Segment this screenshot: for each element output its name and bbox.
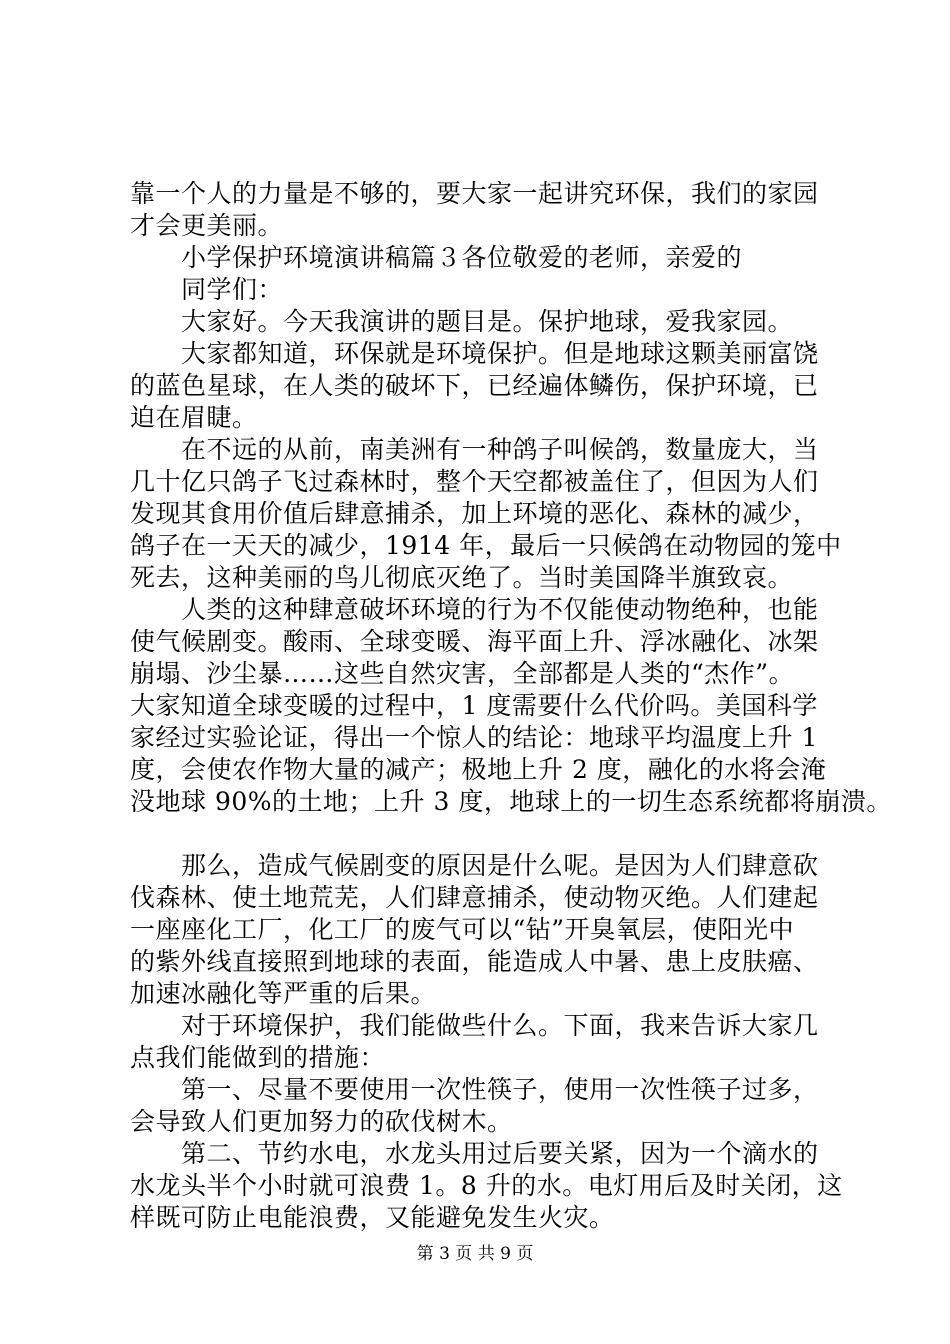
text-line: 鸽子在一天天的减少，1914 年，最后一只候鸽在动物园的笼中 — [130, 531, 842, 560]
text-line: 家经过实验论证，得出一个惊人的结论：地球平均温度上升 1 — [130, 723, 818, 752]
text-line: 人类的这种肆意破坏环境的行为不仅能使动物绝种，也能 — [181, 595, 819, 624]
text-line: 小学保护环境演讲稿篇３各位敬爱的老师，亲爱的 — [181, 243, 743, 272]
text-line: 对于环境保护，我们能做些什么。下面，我来告诉大家几 — [181, 1011, 819, 1040]
text-line: 点我们能做到的措施： — [130, 1043, 386, 1072]
text-line: 大家好。今天我演讲的题目是。保护地球，爱我家园。 — [181, 307, 794, 336]
text-line: 大家知道全球变暖的过程中，1 度需要什么代价吗。美国科学 — [130, 691, 818, 720]
text-line: 的蓝色星球，在人类的破坏下，已经遍体鳞伤，保护环境，已 — [130, 371, 819, 400]
page-number-footer: 第 3 页 共 9 页 — [416, 1244, 534, 1264]
text-line: 伐森林、使土地荒芜，人们肆意捕杀，使动物灭绝。人们建起 — [130, 883, 819, 912]
text-line: 死去，这种美丽的鸟儿彻底灭绝了。当时美国降半旗致哀。 — [130, 563, 794, 592]
text-line: 会导致人们更加努力的砍伐树木。 — [130, 1107, 513, 1136]
text-line: 一座座化工厂，化工厂的废气可以“钻”开臭氧层，使阳光中 — [130, 915, 795, 944]
text-line: 那么，造成气候剧变的原因是什么呢。是因为人们肆意砍 — [181, 851, 819, 880]
text-line: 同学们： — [181, 275, 284, 304]
text-line: 使气候剧变。酸雨、全球变暖、海平面上升、浮冰融化、冰架 — [130, 627, 819, 656]
text-line: 水龙头半个小时就可浪费 1。8 升的水。电灯用后及时关闭，这 — [130, 1171, 843, 1200]
text-line: 才会更美丽。 — [130, 211, 284, 240]
text-line: 几十亿只鸽子飞过森林时，整个天空都被盖住了，但因为人们 — [130, 467, 819, 496]
text-line: 度，会使农作物大量的减产；极地上升 2 度，融化的水将会淹 — [130, 755, 827, 784]
text-line: 崩塌、沙尘暴……这些自然灾害，全部都是人类的“杰作”。 — [130, 659, 795, 688]
text-line: 加速冰融化等严重的后果。 — [130, 979, 437, 1008]
text-line: 在不远的从前，南美洲有一种鸽子叫候鸽，数量庞大，当 — [181, 435, 819, 464]
text-line: 没地球 90%的土地；上升 3 度，地球上的一切生态系统都将崩溃。 — [130, 787, 892, 816]
text-line: 大家都知道，环保就是环境保护。但是地球这颗美丽富饶 — [181, 339, 819, 368]
text-line: 第二、节约水电，水龙头用过后要关紧，因为一个滴水的 — [181, 1139, 819, 1168]
text-line: 靠一个人的力量是不够的，要大家一起讲究环保，我们的家园 — [130, 179, 819, 208]
text-line: 发现其食用价值后肆意捕杀，加上环境的恶化、森林的减少， — [130, 499, 819, 528]
text-line: 样既可防止电能浪费，又能避免发生火灾。 — [130, 1203, 615, 1232]
text-line: 迫在眉睫。 — [130, 403, 258, 432]
text-line: 的紫外线直接照到地球的表面，能造成人中暑、患上皮肤癌、 — [130, 947, 819, 976]
text-line: 第一、尽量不要使用一次性筷子，使用一次性筷子过多， — [181, 1075, 819, 1104]
